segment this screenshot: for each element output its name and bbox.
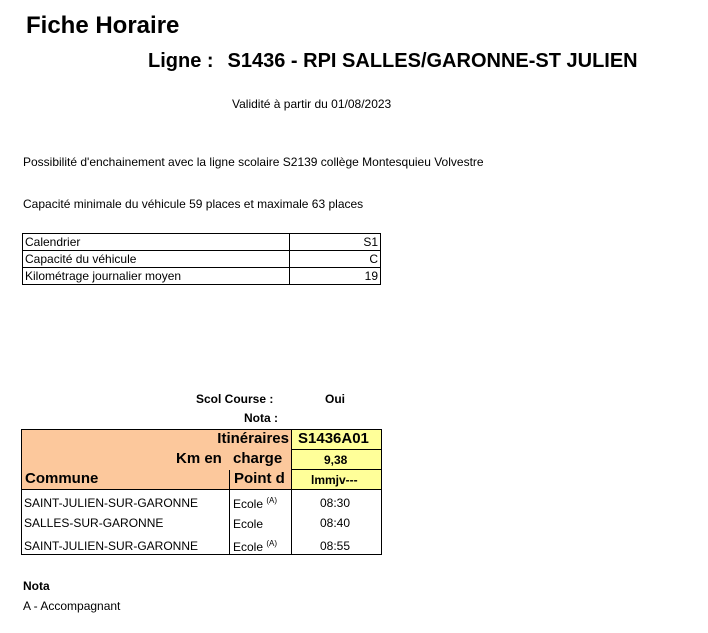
table-row <box>23 234 381 251</box>
time-cell: 08:30 <box>320 496 351 510</box>
ligne-heading <box>148 50 638 73</box>
km-label-part2: charge <box>233 450 283 467</box>
commune-cell: SAINT-JULIEN-SUR-GARONNE <box>24 496 199 510</box>
commune-cell: SAINT-JULIEN-SUR-GARONNE <box>24 539 199 553</box>
time-cell: 08:55 <box>320 539 351 553</box>
validity-date: Validité à partir du 01/08/2023 <box>232 97 392 111</box>
table-row <box>23 251 381 268</box>
row-divider <box>292 469 381 470</box>
commune-cell: SALLES-SUR-GARONNE <box>24 516 164 530</box>
capacite-info: Capacité minimale du véhicule 59 places et maximale 63 places <box>23 197 364 211</box>
itineraire-code: S1436A01 <box>298 430 369 447</box>
course-nota-label: Nota : <box>244 411 278 425</box>
scol-course-value: Oui <box>325 392 345 406</box>
point-header: Point d <box>234 470 285 487</box>
ligne-label: Ligne : <box>148 50 214 72</box>
commune-header: Commune <box>25 470 99 487</box>
footnote-mark: (A) <box>266 539 278 548</box>
point-cell: Ecole <box>233 517 264 531</box>
parameters-table <box>22 233 381 285</box>
param-label: Kilométrage journalier moyen <box>23 268 290 285</box>
km-value: 9,38 <box>324 453 348 467</box>
param-label: Capacité du véhicule <box>23 251 290 268</box>
nota-title: Nota <box>23 579 50 593</box>
row-divider <box>22 489 381 490</box>
table-row <box>23 268 381 285</box>
point-cell: Ecole $^{(A)}$ <box>233 539 278 554</box>
time-cell: 08:40 <box>320 516 351 530</box>
footnote-mark: (A) <box>266 496 278 505</box>
point-cell: Ecole $^{(A)}$ <box>233 496 278 511</box>
scol-course-label: Scol Course : <box>196 392 274 406</box>
ligne-code: S1436 - RPI SALLES/GARONNE-ST JULIEN <box>227 50 638 72</box>
page-title: Fiche Horaire <box>26 12 180 39</box>
param-label: Calendrier <box>23 234 290 251</box>
nota-item: A - Accompagnant <box>23 599 121 613</box>
column-divider <box>229 470 230 554</box>
row-divider <box>292 449 381 450</box>
param-value: S1 <box>290 234 381 251</box>
itineraires-label: Itinéraires <box>217 430 289 447</box>
param-value: C <box>290 251 381 268</box>
schedule-table <box>21 429 382 555</box>
km-label-part1: Km en <box>176 450 222 467</box>
jours-value: lmmjv--- <box>311 473 358 487</box>
enchainement-info: Possibilité d'enchainement avec la ligne scolaire S2139 collège Montesquieu Volvestre <box>23 155 484 169</box>
param-value: 19 <box>290 268 381 285</box>
